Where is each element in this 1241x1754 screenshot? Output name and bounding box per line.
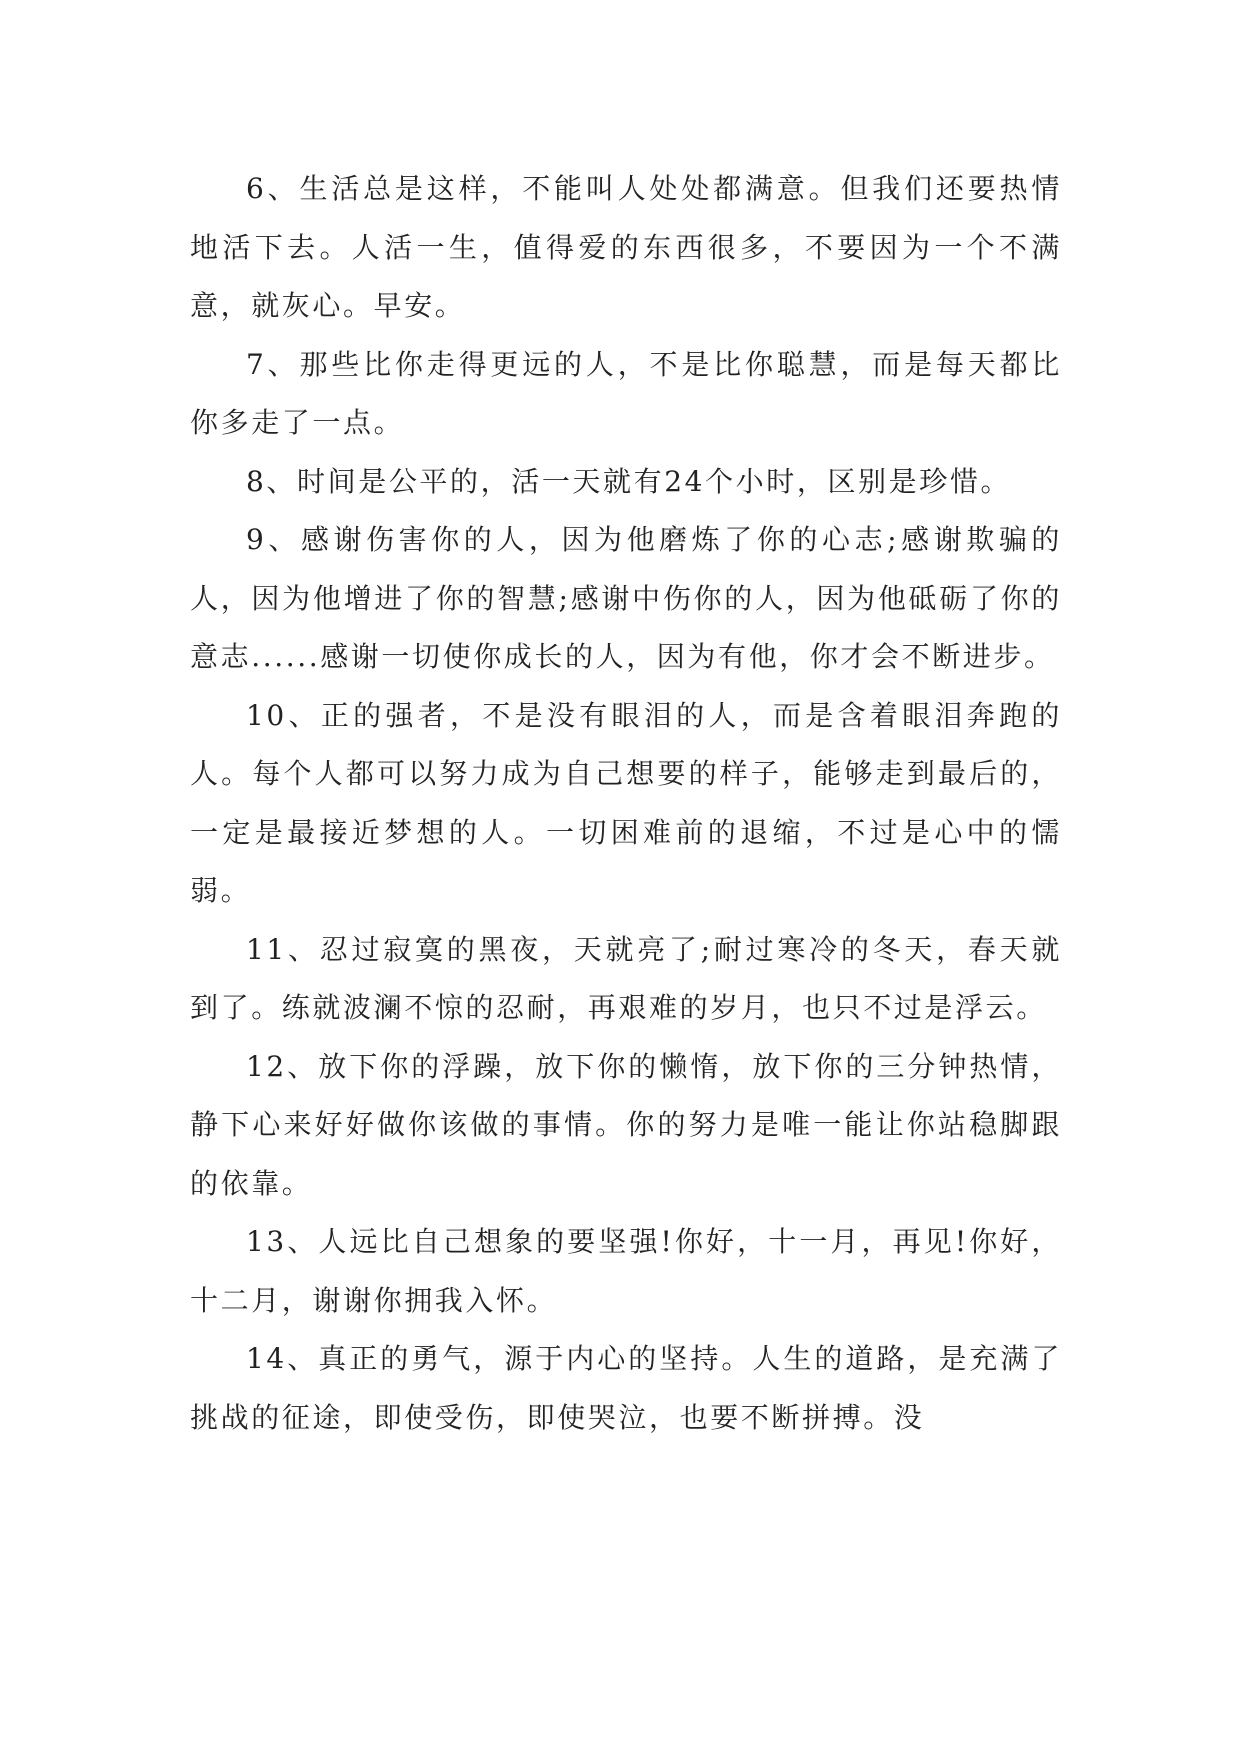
paragraph-7: 7、那些比你走得更远的人，不是比你聪慧，而是每天都比你多走了一点。 xyxy=(190,347,1062,439)
document-body xyxy=(190,160,1062,1447)
paragraph-14: 14、真正的勇气，源于内心的坚持。人生的道路，是充满了挑战的征途，即使受伤，即使哭泣，也要不断拼搏。没 xyxy=(190,1342,1062,1434)
paragraph-6: 6、生活总是这样，不能叫人处处都满意。但我们还要热情地活下去。人活一生，值得爱的东西很多，不要因为一个不满意，就灰心。早安。 xyxy=(190,172,1062,322)
paragraph-10: 10、正的强者，不是没有眼泪的人，而是含着眼泪奔跑的人。每个人都可以努力成为自己想要的样子，能够走到最后的，一定是最接近梦想的人。一切困难前的退缩，不过是心中的懦弱。 xyxy=(190,698,1062,907)
paragraph-11: 11、忍过寂寞的黑夜，天就亮了;耐过寒冷的冬天，春天就到了。练就波澜不惊的忍耐，再艰难的岁月，也只不过是浮云。 xyxy=(190,932,1062,1024)
paragraph-8: 8、时间是公平的，活一天就有24个小时，区别是珍惜。 xyxy=(246,464,1012,498)
paragraph-9: 9、感谢伤害你的人，因为他磨炼了你的心志;感谢欺骗的人，因为他增进了你的智慧;感谢中伤你的人，因为他砥砺了你的意志......感谢一切使你成长的人，因为有他，你才会不断进步。 xyxy=(190,523,1062,673)
paragraph-13: 13、人远比自己想象的要坚强!你好，十一月，再见!你好，十二月，谢谢你拥我入怀。 xyxy=(190,1225,1062,1317)
paragraph-12: 12、放下你的浮躁，放下你的懒惰，放下你的三分钟热情，静下心来好好做你该做的事情。你的努力是唯一能让你站稳脚跟的依靠。 xyxy=(190,1049,1062,1200)
